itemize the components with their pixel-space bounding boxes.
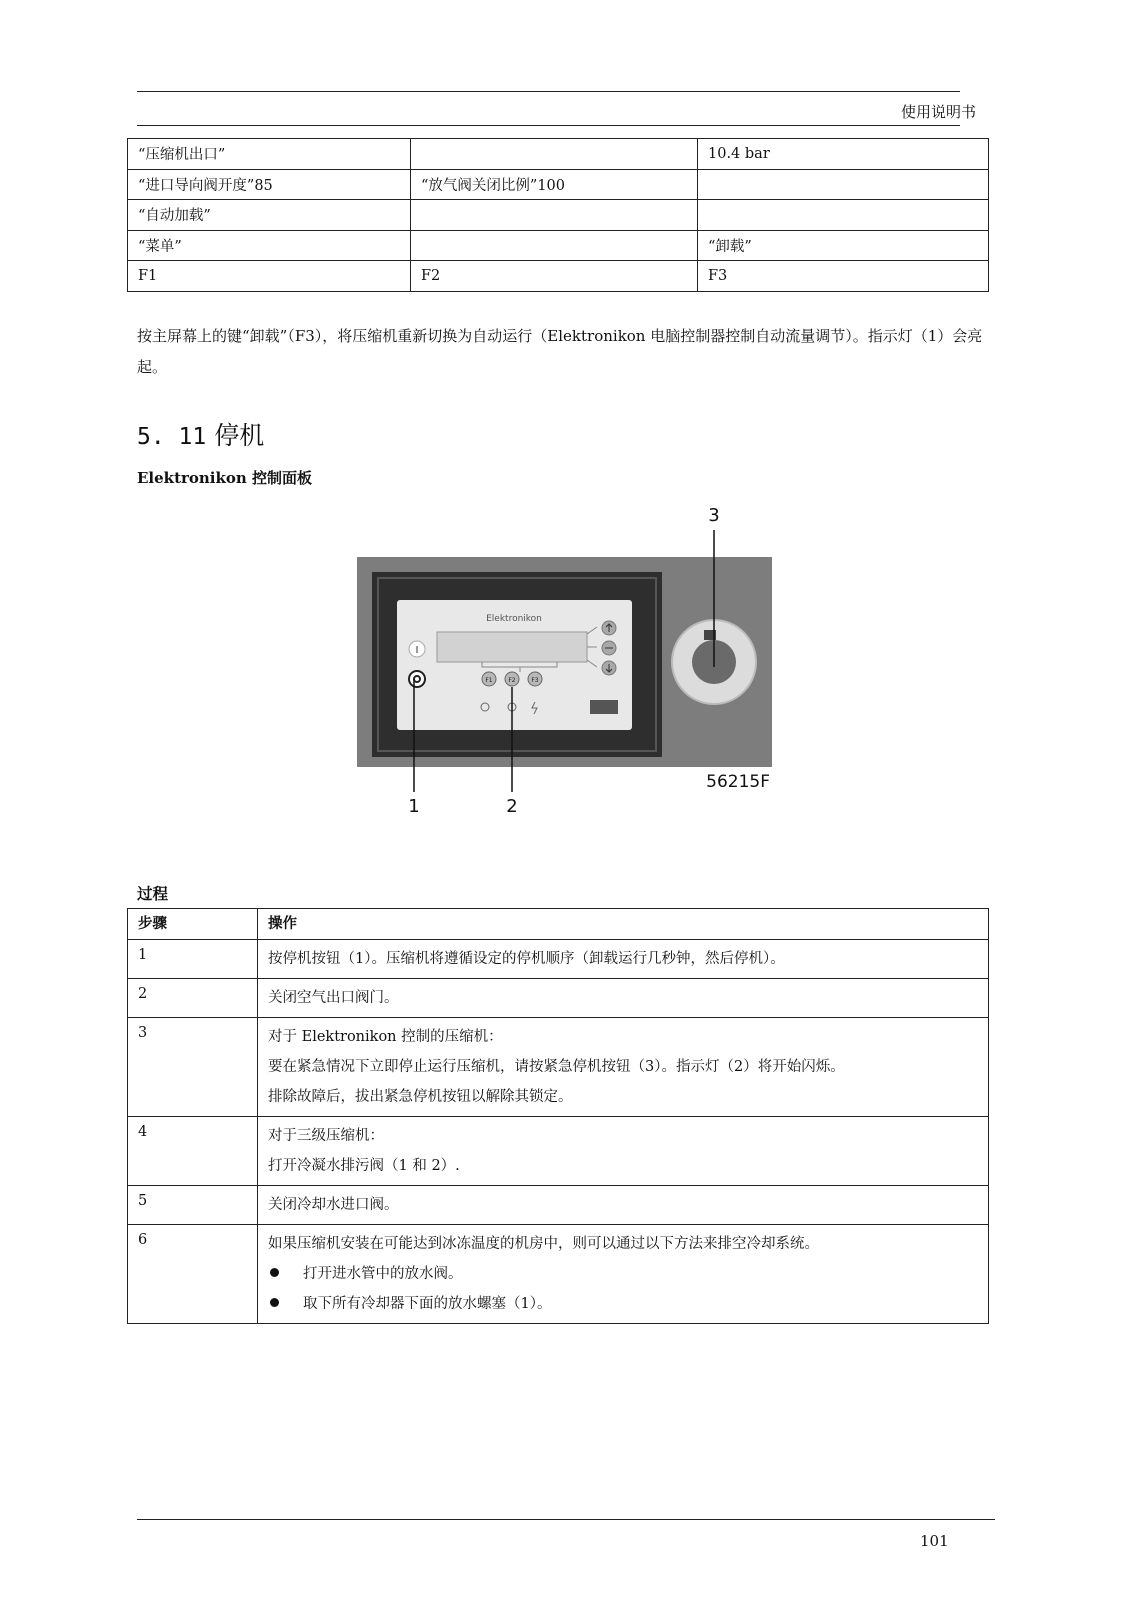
display-cell <box>411 230 698 261</box>
display-cell <box>411 200 698 231</box>
svg-text:F1: F1 <box>485 677 493 684</box>
step-action <box>258 1117 989 1186</box>
bullet-item <box>268 1289 978 1319</box>
display-cell: F3 <box>698 261 989 292</box>
callout-2: 2 <box>506 796 518 817</box>
action-line: 对于三级压缩机： <box>268 1128 384 1144</box>
step-action <box>258 979 989 1018</box>
header-action: 操作 <box>258 909 989 940</box>
display-row <box>128 139 989 170</box>
action-line: 如果压缩机安装在可能达到冰冻温度的机房中，则可以通过以下方法来排空冷却系统。 <box>268 1236 819 1252</box>
display-cell: “菜单” <box>128 230 411 261</box>
body-paragraph: 按主屏幕上的键“卸载”（F3），将压缩机重新切换为自动运行（Elektronikon 电脑控制器控制自动流量调节）。指示灯（1）会亮起。 <box>137 327 983 376</box>
procedure-row <box>128 940 989 979</box>
action-line: 要在紧急情况下立即停止运行压缩机，请按紧急停机按钮（3）。指示灯（2）将开始闪烁。 <box>268 1059 845 1075</box>
page-number: 101 <box>920 1532 949 1550</box>
svg-text:F2: F2 <box>508 677 516 684</box>
sub-heading: Elektronikon 控制面板 <box>137 469 313 487</box>
step-number: 6 <box>128 1225 258 1324</box>
svg-text:F3: F3 <box>531 677 539 684</box>
step-number: 5 <box>128 1186 258 1225</box>
section-title <box>137 416 264 452</box>
procedure-row <box>128 1225 989 1324</box>
brand-label: Elektronikon <box>486 614 542 624</box>
procedure-row <box>128 979 989 1018</box>
display-cell <box>698 200 989 231</box>
display-cell: F1 <box>128 261 411 292</box>
display-row <box>128 230 989 261</box>
procedure-header-row <box>128 909 989 940</box>
procedure-row <box>128 1018 989 1117</box>
action-line: 关闭冷却水进口阀。 <box>268 1197 399 1213</box>
display-cell <box>411 139 698 170</box>
display-cell: “自动加载” <box>128 200 411 231</box>
svg-text:I: I <box>415 645 419 656</box>
figure-code: 56215F <box>706 772 770 792</box>
step-number: 2 <box>128 979 258 1018</box>
display-cell: “卸载” <box>698 230 989 261</box>
step-action <box>258 1018 989 1117</box>
display-cell: “压缩机出口” <box>128 139 411 170</box>
display-window <box>437 632 587 662</box>
display-cell <box>698 169 989 200</box>
step-action <box>258 1186 989 1225</box>
header-title: 使用说明书 <box>900 103 976 121</box>
section-number: 5. 11 <box>137 424 207 450</box>
section-title-text: 停机 <box>214 421 265 450</box>
control-panel-figure <box>322 502 802 867</box>
action-line: 打开冷凝水排污阀（1 和 2）. <box>268 1158 460 1174</box>
display-cell: “进口导向阀开度”85 <box>128 169 411 200</box>
action-line: 对于 Elektronikon 控制的压缩机： <box>268 1029 503 1045</box>
procedure-row <box>128 1117 989 1186</box>
step-action <box>258 940 989 979</box>
header-step: 步骤 <box>128 909 258 940</box>
action-line: 排除故障后，拔出紧急停机按钮以解除其锁定。 <box>268 1089 573 1105</box>
footer-rule <box>137 1519 995 1520</box>
procedure-table <box>127 908 989 1324</box>
procedure-label: 过程 <box>137 884 169 903</box>
bullet-dot-icon <box>270 1298 279 1307</box>
header-rule-top <box>137 91 960 92</box>
callout-3: 3 <box>708 505 720 526</box>
step-number: 1 <box>128 940 258 979</box>
step-number: 4 <box>128 1117 258 1186</box>
display-cell: “放气阀关闭比例”100 <box>411 169 698 200</box>
bullet-text: 打开进水管中的放水阀。 <box>303 1266 463 1282</box>
bullet-text: 取下所有冷却器下面的放水螺塞（1）。 <box>303 1296 552 1312</box>
step-number: 3 <box>128 1018 258 1117</box>
callout-1: 1 <box>408 796 420 817</box>
step-action <box>258 1225 989 1324</box>
action-line: 关闭空气出口阀门。 <box>268 990 399 1006</box>
stop-button-icon <box>409 671 425 687</box>
display-row <box>128 200 989 231</box>
header-rule-bottom <box>137 125 960 126</box>
bullet-item <box>268 1259 978 1289</box>
display-row <box>128 261 989 292</box>
display-row <box>128 169 989 200</box>
bullet-dot-icon <box>270 1268 279 1277</box>
procedure-row <box>128 1186 989 1225</box>
action-line: 按停机按钮（1）。压缩机将遵循设定的停机顺序（卸载运行几秒钟，然后停机）。 <box>268 951 785 967</box>
display-cell: F2 <box>411 261 698 292</box>
display-cell: 10.4 bar <box>698 139 989 170</box>
logo-mark <box>590 700 618 714</box>
display-table <box>127 138 989 292</box>
